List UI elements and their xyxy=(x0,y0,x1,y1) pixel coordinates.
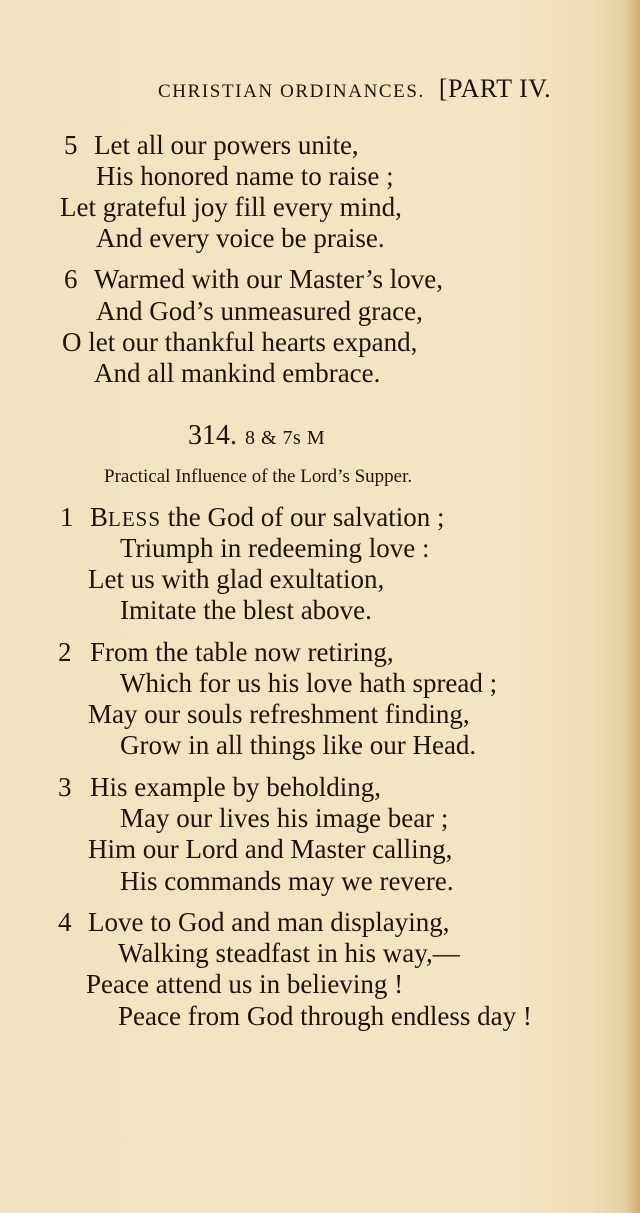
verse-line: His example by beholding, xyxy=(90,772,381,802)
hymn-title: Practical Influence of the Lord’s Supper. xyxy=(104,466,413,487)
verse-line: Him our Lord and Master calling, xyxy=(88,834,453,864)
verse-line: And all mankind embrace. xyxy=(94,358,381,388)
verse-number: 5 xyxy=(64,130,78,160)
hymn-number: 314. xyxy=(188,420,237,451)
verse-line: Let grateful joy fill every mind, xyxy=(60,192,402,222)
first-line-rest: the God of our salvation ; xyxy=(161,502,445,532)
verse-number: 1 xyxy=(60,502,74,532)
verse-line: His commands may we revere. xyxy=(120,866,454,896)
verse-line: And God’s unmeasured grace, xyxy=(96,296,423,326)
running-title: CHRISTIAN ORDINANCES. xyxy=(158,81,425,102)
verse-line: Let us with glad exultation, xyxy=(88,564,385,594)
verse-number: 6 xyxy=(64,264,78,294)
verse-line: Which for us his love hath spread ; xyxy=(120,668,498,698)
hymn-meter: 8 & 7s M xyxy=(245,427,326,449)
verse-line: Triumph in redeeming love : xyxy=(120,533,430,563)
verse-line: O let our thankful hearts expand, xyxy=(62,327,418,357)
verse-line: Love to God and man displaying, xyxy=(88,907,450,937)
verse-line: And every voice be praise. xyxy=(96,223,385,253)
verse-line: Imitate the blest above. xyxy=(120,595,372,625)
part-label: [PART IV. xyxy=(438,74,552,103)
verse-line: Grow in all things like our Head. xyxy=(120,730,477,760)
page-edge-shadow xyxy=(626,0,640,1213)
verse-line: Peace from God through endless day ! xyxy=(118,1001,532,1031)
verse-line: Let all our powers unite, xyxy=(94,130,359,160)
hymn-heading xyxy=(188,420,325,452)
verse-line: May our lives his image bear ; xyxy=(120,803,449,833)
verse-line: From the table now retiring, xyxy=(90,637,394,667)
verse-line: Walking steadfast in his way,— xyxy=(118,938,460,968)
verse-line: His honored name to raise ; xyxy=(96,161,394,191)
verse-number: 2 xyxy=(58,637,72,667)
verse-number: 4 xyxy=(58,907,72,937)
verse-line: Warmed with our Master’s love, xyxy=(94,264,443,294)
running-header xyxy=(158,74,551,104)
verse-line: Peace attend us in believing ! xyxy=(86,969,404,999)
drop-initial: B xyxy=(90,502,109,532)
verse-line: May our souls refreshment finding, xyxy=(88,699,470,729)
verse-first-line xyxy=(90,502,444,534)
small-caps-word: LESS xyxy=(108,507,162,531)
verse-number: 3 xyxy=(58,772,72,802)
